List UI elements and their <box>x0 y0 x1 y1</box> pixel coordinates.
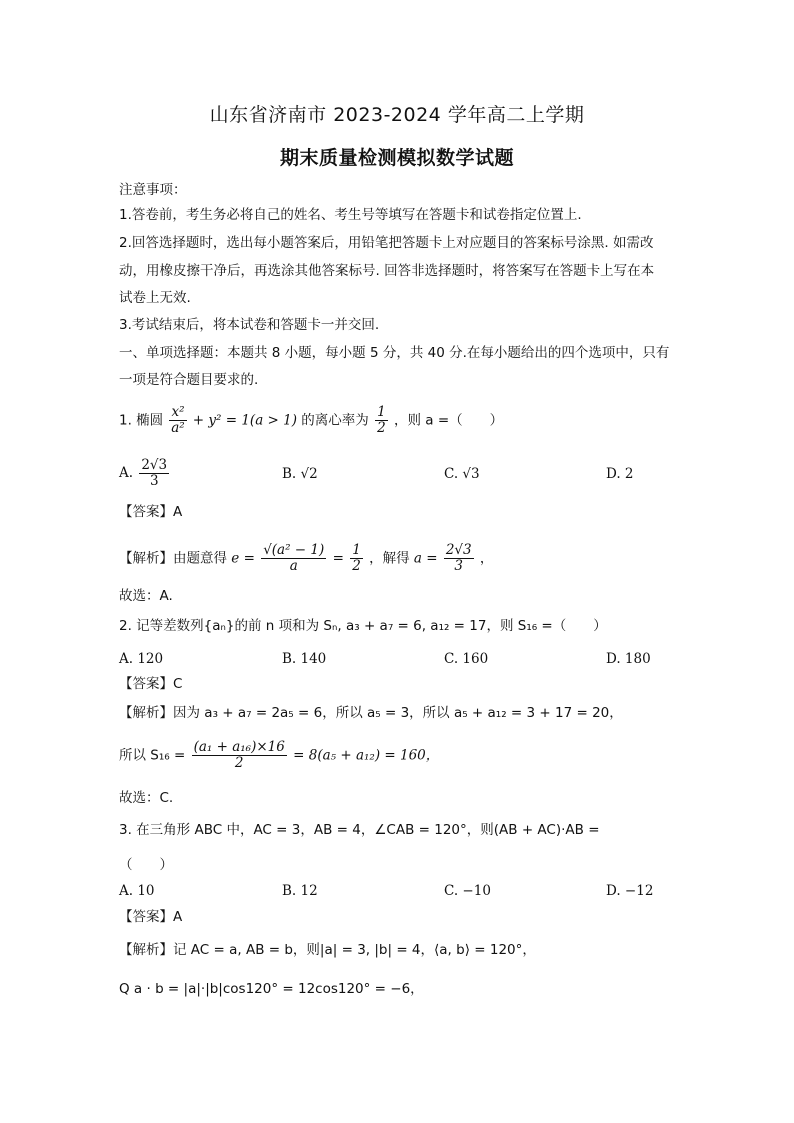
q1-fraction-den: a² <box>171 420 185 436</box>
q1-analysis-num: √(a² − 1) <box>263 542 325 558</box>
q1-analysis-result-den: 3 <box>454 558 464 574</box>
q2-option-a: A. 120 <box>119 651 164 667</box>
q1-mid: 的离心率为 <box>301 412 369 429</box>
q1-option-c: C. √3 <box>444 466 480 482</box>
q3-option-b: B. 12 <box>282 883 318 899</box>
note-2c: 试卷上无效. <box>119 290 191 306</box>
q1-option-a <box>119 458 171 489</box>
q1-option-a-num: 2√3 <box>141 457 168 473</box>
note-1: 1.答卷前，考生务必将自己的姓名、考生号等填写在答题卡和试卷指定位置上. <box>119 207 582 223</box>
q1-stem <box>119 405 503 436</box>
q1-analysis <box>119 543 493 574</box>
q1-prefix: 1. 椭圆 <box>119 412 164 429</box>
q3-stem-cont: （ ） <box>119 857 173 873</box>
q1-analysis-e: e = <box>231 550 255 567</box>
section-heading-a: 一、单项选择题：本题共 8 小题，每小题 5 分，共 40 分.在每小题给出的四个选项中，只有 <box>119 345 670 361</box>
q1-option-a-label: A. <box>119 465 134 481</box>
q3-stem: 3. 在三角形 ABC 中，AC = 3，AB = 4，∠CAB = 120°，则(AB + AC)·AB = <box>119 822 600 838</box>
q1-suffix: ，则 a =（ ） <box>393 412 504 429</box>
q2-analysis-2-num: (a₁ + a₁₆)×16 <box>193 739 285 755</box>
exam-title-line1: 山东省济南市 2023-2024 学年高二上学期 <box>209 104 585 126</box>
q2-option-d: D. 180 <box>606 651 651 667</box>
q2-option-b: B. 140 <box>282 651 327 667</box>
q3-analysis-1: 【解析】记 AC = a, AB = b，则|a| = 3, |b| = 4，⟨a, b⟩ = 120°， <box>119 942 536 958</box>
q1-analysis-fraction <box>261 543 326 574</box>
q1-analysis-a: a = <box>413 550 438 567</box>
q1-formula-rest: + y² = 1(a > 1) <box>192 412 297 429</box>
q1-answer: 【答案】A <box>119 504 183 520</box>
q1-half-den: 2 <box>377 420 386 436</box>
section-heading-b: 一项是符合题目要求的. <box>119 372 259 388</box>
notes-heading: 注意事项： <box>119 182 187 198</box>
q2-analysis-2-prefix: 所以 S₁₆ = <box>119 747 186 764</box>
q1-option-b: B. √2 <box>282 466 318 482</box>
q3-option-c: C. −10 <box>444 883 491 899</box>
q3-option-a: A. 10 <box>119 883 155 899</box>
q2-analysis-2-den: 2 <box>234 755 244 771</box>
q1-fraction-num: x² <box>171 404 185 420</box>
q1-analysis-mid: ，解得 <box>369 550 410 567</box>
q2-analysis-2 <box>119 740 439 771</box>
q1-analysis-prefix: 【解析】由题意得 <box>119 550 227 567</box>
q1-analysis-eq: = <box>332 550 344 567</box>
q2-answer: 【答案】C <box>119 676 183 692</box>
note-2b: 动，用橡皮擦干净后，再选涂其他答案标号. 回答非选择题时，将答案写在答题卡上写在本 <box>119 263 655 279</box>
q1-analysis-end: ， <box>479 550 494 567</box>
q2-stem: 2. 记等差数列{aₙ}的前 n 项和为 Sₙ, a₃ + a₇ = 6, a₁₂ = 17，则 S₁₆ =（ ） <box>119 618 607 634</box>
q2-analysis-2-rest: = 8(a₅ + a₁₂) = 160， <box>293 747 440 764</box>
q1-analysis-half-den: 2 <box>352 558 361 574</box>
q1-half-num: 1 <box>377 404 386 420</box>
q1-analysis-half-num: 1 <box>352 542 361 558</box>
q1-option-a-den: 3 <box>149 473 159 489</box>
note-3: 3.考试结束后，将本试卷和答题卡一并交回. <box>119 317 380 333</box>
q1-analysis-result-num: 2√3 <box>445 542 472 558</box>
q3-answer: 【答案】A <box>119 909 183 925</box>
q2-conclusion: 故选：C. <box>119 790 174 806</box>
q1-analysis-den: a <box>289 558 298 574</box>
q1-conclusion: 故选：A. <box>119 588 173 604</box>
q1-option-d: D. 2 <box>606 466 634 482</box>
exam-title-line2: 期末质量检测模拟数学试题 <box>279 147 514 169</box>
q3-analysis-2: Q a · b = |a|·|b|cos120° = 12cos120° = −6， <box>119 981 424 997</box>
note-2a: 2.回答选择题时，选出每小题答案后，用铅笔把答题卡上对应题目的答案标号涂黑. 如需改 <box>119 235 654 251</box>
q1-analysis-half <box>350 543 363 574</box>
q1-analysis-result <box>444 543 474 574</box>
q2-analysis-2-fraction <box>192 740 287 771</box>
q2-analysis-1: 【解析】因为 a₃ + a₇ = 2a₅ = 6，所以 a₅ = 3，所以 a₅ + a₁₂ = 3 + 17 = 20， <box>119 705 623 721</box>
q1-option-a-fraction <box>139 458 169 489</box>
q1-half <box>375 405 388 436</box>
q2-option-c: C. 160 <box>444 651 489 667</box>
q3-option-d: D. −12 <box>606 883 654 899</box>
q1-fraction <box>169 405 186 436</box>
